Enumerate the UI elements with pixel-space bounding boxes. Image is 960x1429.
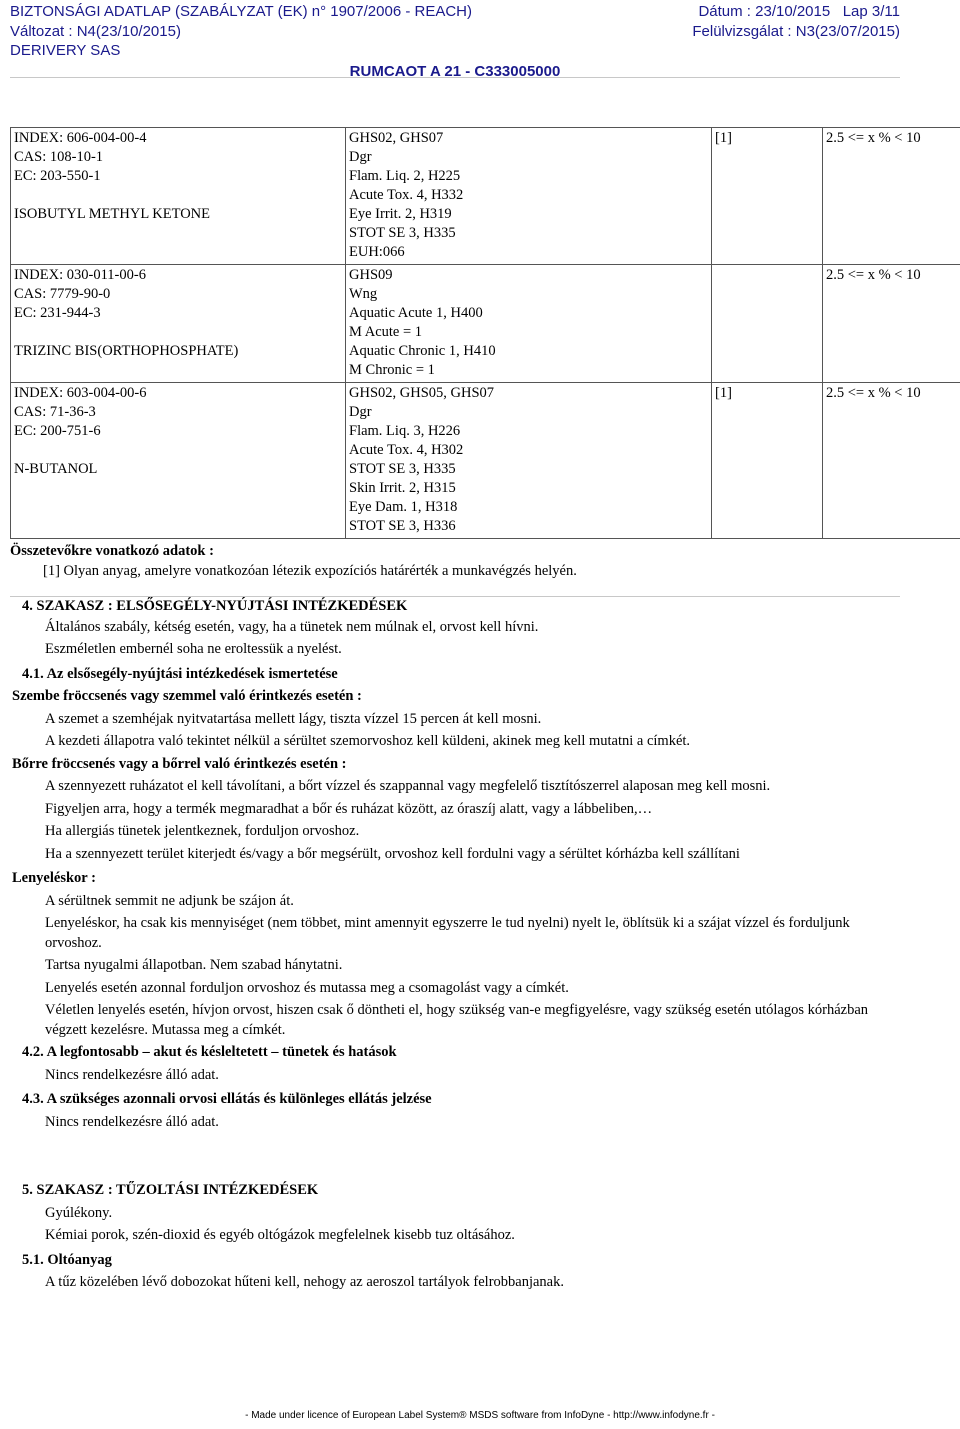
revision-label: Felülvizsgálat : N3(23/07/2015) xyxy=(692,22,900,40)
notes-section xyxy=(10,541,910,581)
section-5-text: Gyúlékony. xyxy=(45,1204,113,1221)
ingestion-text: Véletlen lenyelés esetén, hívjon orvost, hiszen csak ő döntheti el, hogy szükség van-e megfigyelésre, vagy szükség esetén utólagos kórházban végzett kezelésre. Mutassa meg a címkét. xyxy=(45,1002,869,1038)
header-row-1 xyxy=(10,2,900,22)
classification-line: STOT SE 3, H335 xyxy=(349,461,456,477)
note-cell xyxy=(712,265,823,383)
notes-title: Összetevőkre vonatkozó adatok : xyxy=(10,543,214,559)
eye-contact-text: A kezdeti állapotra való tekintet nélkül a sérültet szemorvoshoz kell küldeni, akinek meg kell mutatni a címkét. xyxy=(45,733,691,749)
classification-line: Aquatic Chronic 1, H410 xyxy=(349,343,496,359)
ingestion-text: A sérültnek semmit ne adjunk be szájon át. xyxy=(45,892,294,909)
substance-name: TRIZINC BIS(ORTHOPHOSPHATE) xyxy=(14,343,239,359)
skin-contact-text: Ha a szennyezett terület kiterjedt és/vagy a bőr megsérült, orvoshoz kell fordulni vagy a sérültet kórházba kell szállítani xyxy=(45,845,740,862)
page-header xyxy=(10,2,900,82)
header-divider xyxy=(10,77,900,78)
section-5-text: Kémiai porok, szén-dioxid és egyéb oltógázok megfelelnek kisebb tuz oltásához. xyxy=(45,1227,515,1243)
subsection-5-1: 5.1. Oltóanyag xyxy=(22,1251,112,1268)
substance-name: N-BUTANOL xyxy=(14,461,98,477)
note-ref: [1] xyxy=(715,130,732,146)
classification-line: GHS02, GHS05, GHS07 xyxy=(349,385,495,401)
eye-contact-text: A szemet a szemhéjak nyitvatartása mellett lágy, tiszta vízzel 15 percen át kell mosni. xyxy=(45,710,542,727)
general-rule: Általános szabály, kétség esetén, vagy, ha a tünetek nem múlnak el, orvost kell hívni. xyxy=(45,618,539,635)
identification-cell xyxy=(11,265,346,383)
subsection-5-1-text: A tűz közelében lévő dobozokat hűteni kell, nehogy az aeroszol tartályok felrobbanjanak. xyxy=(45,1274,564,1290)
classification-cell xyxy=(346,128,712,265)
ec-number: EC: 200-751-6 xyxy=(14,423,101,439)
company-name: DERIVERY SAS xyxy=(10,42,121,59)
substance-name: ISOBUTYL METHYL KETONE xyxy=(14,206,210,222)
classification-line: EUH:066 xyxy=(349,244,405,260)
identification-cell xyxy=(11,128,346,265)
classification-line: Wng xyxy=(349,286,378,302)
spacer xyxy=(14,323,342,342)
eye-contact-title: Szembe fröccsenés vagy szemmel való érintkezés esetén : xyxy=(12,688,362,704)
range-cell xyxy=(823,265,960,383)
classification-cell xyxy=(346,265,712,383)
cas-number: CAS: 71-36-3 xyxy=(14,404,96,420)
subsection-4-3: 4.3. A szükséges azonnali orvosi ellátás és különleges ellátás jelzése xyxy=(22,1091,432,1107)
classification-line: M Acute = 1 xyxy=(349,324,423,340)
regulation-title: BIZTONSÁGI ADATLAP (SZABÁLYZAT (EK) n° 1907/2006 - REACH) xyxy=(10,3,472,20)
table-row xyxy=(11,383,960,539)
components-table xyxy=(10,127,960,539)
subsection-4-1: 4.1. Az elsősegély-nyújtási intézkedések ismertetése xyxy=(22,665,338,682)
cas-number: CAS: 7779-90-0 xyxy=(14,286,111,302)
classification-line: Aquatic Acute 1, H400 xyxy=(349,305,483,321)
section-5 xyxy=(22,1181,902,1293)
classification-cell xyxy=(346,383,712,539)
range-cell xyxy=(823,128,960,265)
identification-cell xyxy=(11,383,346,539)
classification-line: STOT SE 3, H336 xyxy=(349,518,456,534)
unconscious-note: Eszméletlen embernél soha ne eroltessük a nyelést. xyxy=(45,641,342,657)
ingestion-text: Tartsa nyugalmi állapotban. Nem szabad hánytatni. xyxy=(45,957,343,973)
subsection-4-2-text: Nincs rendelkezésre álló adat. xyxy=(45,1066,219,1083)
concentration-range: 2.5 <= x % < 10 xyxy=(826,385,921,401)
concentration-range: 2.5 <= x % < 10 xyxy=(826,267,921,283)
classification-line: GHS09 xyxy=(349,267,393,283)
classification-line: Acute Tox. 4, H302 xyxy=(349,442,464,458)
spacer xyxy=(14,186,342,205)
classification-line: Acute Tox. 4, H332 xyxy=(349,187,464,203)
page-footer: - Made under licence of European Label System® MSDS software from InfoDyne - http://www.infodyne.fr - xyxy=(245,1410,715,1421)
concentration-range: 2.5 <= x % < 10 xyxy=(826,130,921,146)
note-ref: [1] xyxy=(715,385,732,401)
classification-line: STOT SE 3, H335 xyxy=(349,225,456,241)
ingestion-text: Lenyelés esetén azonnal forduljon orvoshoz és mutassa meg a csomagolást vagy a címkét. xyxy=(45,979,569,996)
classification-line: Flam. Liq. 3, H226 xyxy=(349,423,461,439)
classification-line: Dgr xyxy=(349,149,372,165)
classification-line: Flam. Liq. 2, H225 xyxy=(349,168,461,184)
skin-contact-title: Bőrre fröccsenés vagy a bőrrel való érintkezés esetén : xyxy=(12,755,347,772)
spacer xyxy=(14,441,342,460)
note-cell xyxy=(712,128,823,265)
range-cell xyxy=(823,383,960,539)
ingestion-text: Lenyeléskor, ha csak kis mennyiséget (nem többet, mint amennyit egyszerre le tud nyelni) nyelt le, öblítsük ki a szájat vízzel és forduljunk orvoshoz. xyxy=(45,915,850,951)
ec-number: EC: 203-550-1 xyxy=(14,168,101,184)
notes-text: [1] Olyan anyag, amelyre vonatkozóan létezik expozíciós határérték a munkavégzés helyén. xyxy=(43,563,577,579)
skin-contact-text: Figyeljen arra, hogy a termék megmaradhat a bőr és ruházat között, az óraszíj alatt, vagy a lábbeliben,… xyxy=(45,800,653,817)
skin-contact-text: A szennyezett ruházatot el kell távolítani, a bőrt vízzel és szappannal vagy megfelelő tisztítószerrel alaposan meg kell mosni. xyxy=(45,778,771,794)
index-number: INDEX: 606-004-00-4 xyxy=(14,130,147,146)
classification-line: Dgr xyxy=(349,404,372,420)
header-row-2 xyxy=(10,22,900,42)
table-row xyxy=(11,128,960,265)
classification-line: GHS02, GHS07 xyxy=(349,130,444,146)
classification-line: M Chronic = 1 xyxy=(349,362,435,378)
header-row-3 xyxy=(10,41,900,61)
date-page: Dátum : 23/10/2015 Lap 3/11 xyxy=(698,3,900,20)
subsection-4-3-text: Nincs rendelkezésre álló adat. xyxy=(45,1113,219,1130)
section-4-title: 4. SZAKASZ : ELSŐSEGÉLY-NYÚJTÁSI INTÉZKEDÉSEK xyxy=(22,598,408,614)
note-cell xyxy=(712,383,823,539)
section-4 xyxy=(12,597,902,1132)
classification-line: Eye Dam. 1, H318 xyxy=(349,499,458,515)
classification-line: Eye Irrit. 2, H319 xyxy=(349,206,452,222)
section-5-title: 5. SZAKASZ : TŰZOLTÁSI INTÉZKEDÉSEK xyxy=(22,1182,319,1198)
ingestion-title: Lenyeléskor : xyxy=(12,870,96,886)
cas-number: CAS: 108-10-1 xyxy=(14,149,104,165)
version-label: Változat : N4(23/10/2015) xyxy=(10,22,181,40)
product-name: RUMCAOT A 21 - C333005000 xyxy=(349,62,561,80)
subsection-4-2: 4.2. A legfontosabb – akut és késleltetett – tünetek és hatások xyxy=(22,1044,397,1060)
index-number: INDEX: 603-004-00-6 xyxy=(14,385,147,401)
index-number: INDEX: 030-011-00-6 xyxy=(14,267,146,283)
classification-line: Skin Irrit. 2, H315 xyxy=(349,480,456,496)
skin-contact-text: Ha allergiás tünetek jelentkeznek, forduljon orvoshoz. xyxy=(45,823,360,839)
ec-number: EC: 231-944-3 xyxy=(14,305,101,321)
table-row xyxy=(11,265,960,383)
